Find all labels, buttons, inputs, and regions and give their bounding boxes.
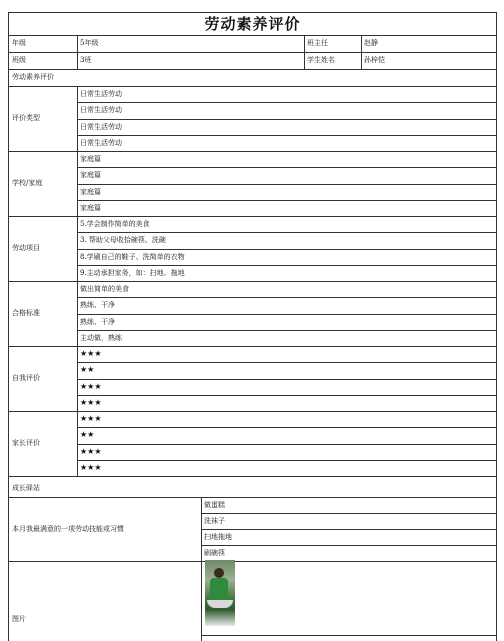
star-rating: ★★★ [80, 462, 102, 472]
class-value: 3班 [80, 56, 92, 64]
group-item: 家庭篇 [80, 171, 101, 180]
star-rating: ★★★ [80, 414, 102, 423]
group-item: 家庭篇 [80, 203, 101, 212]
group-item: 家庭篇 [80, 187, 101, 196]
group-item: 熟练、干净 [80, 301, 115, 310]
group-item: 熟练、干净 [80, 317, 115, 326]
group-label: 合格标准 [12, 309, 40, 317]
best-skill-item: 洗袜子 [204, 517, 225, 525]
evaluation-sheet [8, 12, 497, 641]
divider [9, 476, 496, 477]
divider [201, 635, 496, 636]
teacher-label: 班主任 [307, 39, 328, 47]
page-title: 劳动素养评价 [9, 13, 496, 36]
photo-bowl [207, 600, 233, 608]
group-item: 做出简单的美食 [80, 285, 129, 293]
divider [9, 561, 496, 562]
grade-label: 年级 [12, 39, 26, 47]
growth-header: 成长驿站 [12, 484, 40, 492]
star-rating: ★★★ [80, 446, 102, 456]
student-photo [205, 560, 235, 626]
group-item: 日常生活劳动 [80, 106, 122, 115]
photo-figure-head [214, 568, 224, 578]
group-item: 8.学刷自己的鞋子、洗简单的衣物 [80, 252, 185, 261]
teacher-value: 赵静 [364, 39, 378, 47]
student-value: 孙梓恺 [364, 56, 385, 64]
group-item: 主动做，熟练 [80, 333, 122, 342]
group-label: 学校/家庭 [12, 179, 43, 187]
best-skill-item: 做蛋糕 [204, 501, 225, 509]
star-rating: ★★★ [80, 381, 102, 391]
group-item: 家庭篇 [80, 155, 101, 163]
star-rating: ★★★ [80, 397, 102, 407]
star-rating: ★★ [80, 365, 95, 375]
group-label: 自我评价 [12, 374, 40, 382]
group-item: 日常生活劳动 [80, 138, 122, 147]
student-label: 学生姓名 [307, 56, 335, 64]
group-item: 3. 帮助父母收拾碗筷、洗碗 [80, 236, 166, 245]
group-item: 5.学会制作简单的美食 [80, 220, 150, 228]
group-item: 日常生活劳动 [80, 122, 122, 131]
grade-value: 5年级 [80, 39, 99, 47]
star-rating: ★★ [80, 430, 95, 440]
group-label: 评价类型 [12, 114, 40, 122]
photo-label: 图片 [12, 615, 26, 623]
group-item: 日常生活劳动 [80, 90, 122, 98]
star-rating: ★★★ [80, 349, 102, 358]
best-skill-item: 刷碗筷 [204, 549, 225, 557]
group-label: 劳动项目 [12, 244, 40, 252]
best-skill-label: 本月我最满意的一项劳动技能或习惯 [12, 525, 124, 533]
group-label: 家长评价 [12, 439, 40, 447]
section-header: 劳动素养评价 [12, 73, 54, 81]
class-label: 班级 [12, 56, 26, 64]
best-skill-item: 扫地拖地 [204, 533, 232, 541]
group-item: 9.主动承担家务，如：扫地、拖地 [80, 268, 185, 277]
